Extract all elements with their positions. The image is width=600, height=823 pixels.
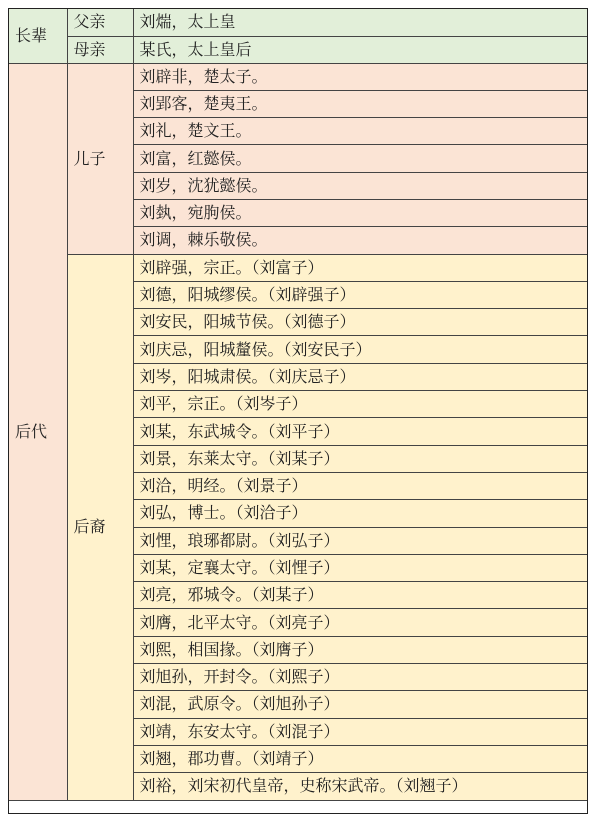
descendant-entry: 刘膺，北平太守。（刘亮子） [133,609,587,636]
descendant-entry: 刘翘，郡功曹。（刘靖子） [133,745,587,772]
descendant-entry: 刘景，东莱太守。（刘某子） [133,445,587,472]
table-body [9,9,587,800]
descendant-entry: 刘某，东武城令。（刘平子） [133,418,587,445]
genealogy-table [9,9,587,801]
son-entry: 刘郢客，楚夷王。 [133,90,587,117]
genealogy-table-frame [8,8,588,814]
sons-subcategory: 儿子 [67,63,133,254]
son-entry: 刘富，红懿侯。 [133,145,587,172]
descendant-entry: 刘裕，刘宋初代皇帝，史称宋武帝。（刘翘子） [133,773,587,800]
descendant-entry: 刘洽，明经。（刘景子） [133,472,587,499]
descendant-entry: 刘熙，相国掾。（刘膺子） [133,636,587,663]
father-role: 父亲 [67,9,133,36]
descendant-entry: 刘庆忌，阳城釐侯。（刘安民子） [133,336,587,363]
son-entry: 刘调，棘乐敬侯。 [133,227,587,254]
son-entry: 刘埶，宛朐侯。 [133,199,587,226]
later-descendants-subcategory: 后裔 [67,254,133,800]
descendant-entry: 刘弘，博士。（刘洽子） [133,500,587,527]
descendant-entry: 刘某，定襄太守。（刘悝子） [133,554,587,581]
father-name: 刘煓，太上皇 [133,9,587,36]
table-row [9,63,587,90]
son-entry: 刘辟非，楚太子。 [133,63,587,90]
son-entry: 刘岁，沈犹懿侯。 [133,172,587,199]
table-row [9,9,587,36]
descendant-entry: 刘德，阳城缪侯。（刘辟强子） [133,281,587,308]
descendant-entry: 刘靖，东安太守。（刘混子） [133,718,587,745]
descendant-entry: 刘辟强，宗正。（刘富子） [133,254,587,281]
table-row [9,254,587,281]
elders-category: 长辈 [9,9,67,63]
descendant-entry: 刘亮，邪城令。（刘某子） [133,582,587,609]
son-entry: 刘礼，楚文王。 [133,118,587,145]
descendant-entry: 刘混，武原令。（刘旭孙子） [133,691,587,718]
table-row [9,36,587,63]
descendants-category: 后代 [9,63,67,800]
mother-role: 母亲 [67,36,133,63]
descendant-entry: 刘悝，琅琊都尉。（刘弘子） [133,527,587,554]
descendant-entry: 刘安民，阳城节侯。（刘德子） [133,309,587,336]
mother-name: 某氏，太上皇后 [133,36,587,63]
descendant-entry: 刘平，宗正。（刘岑子） [133,391,587,418]
descendant-entry: 刘旭孙，开封令。（刘熙子） [133,664,587,691]
descendant-entry: 刘岑，阳城肃侯。（刘庆忌子） [133,363,587,390]
